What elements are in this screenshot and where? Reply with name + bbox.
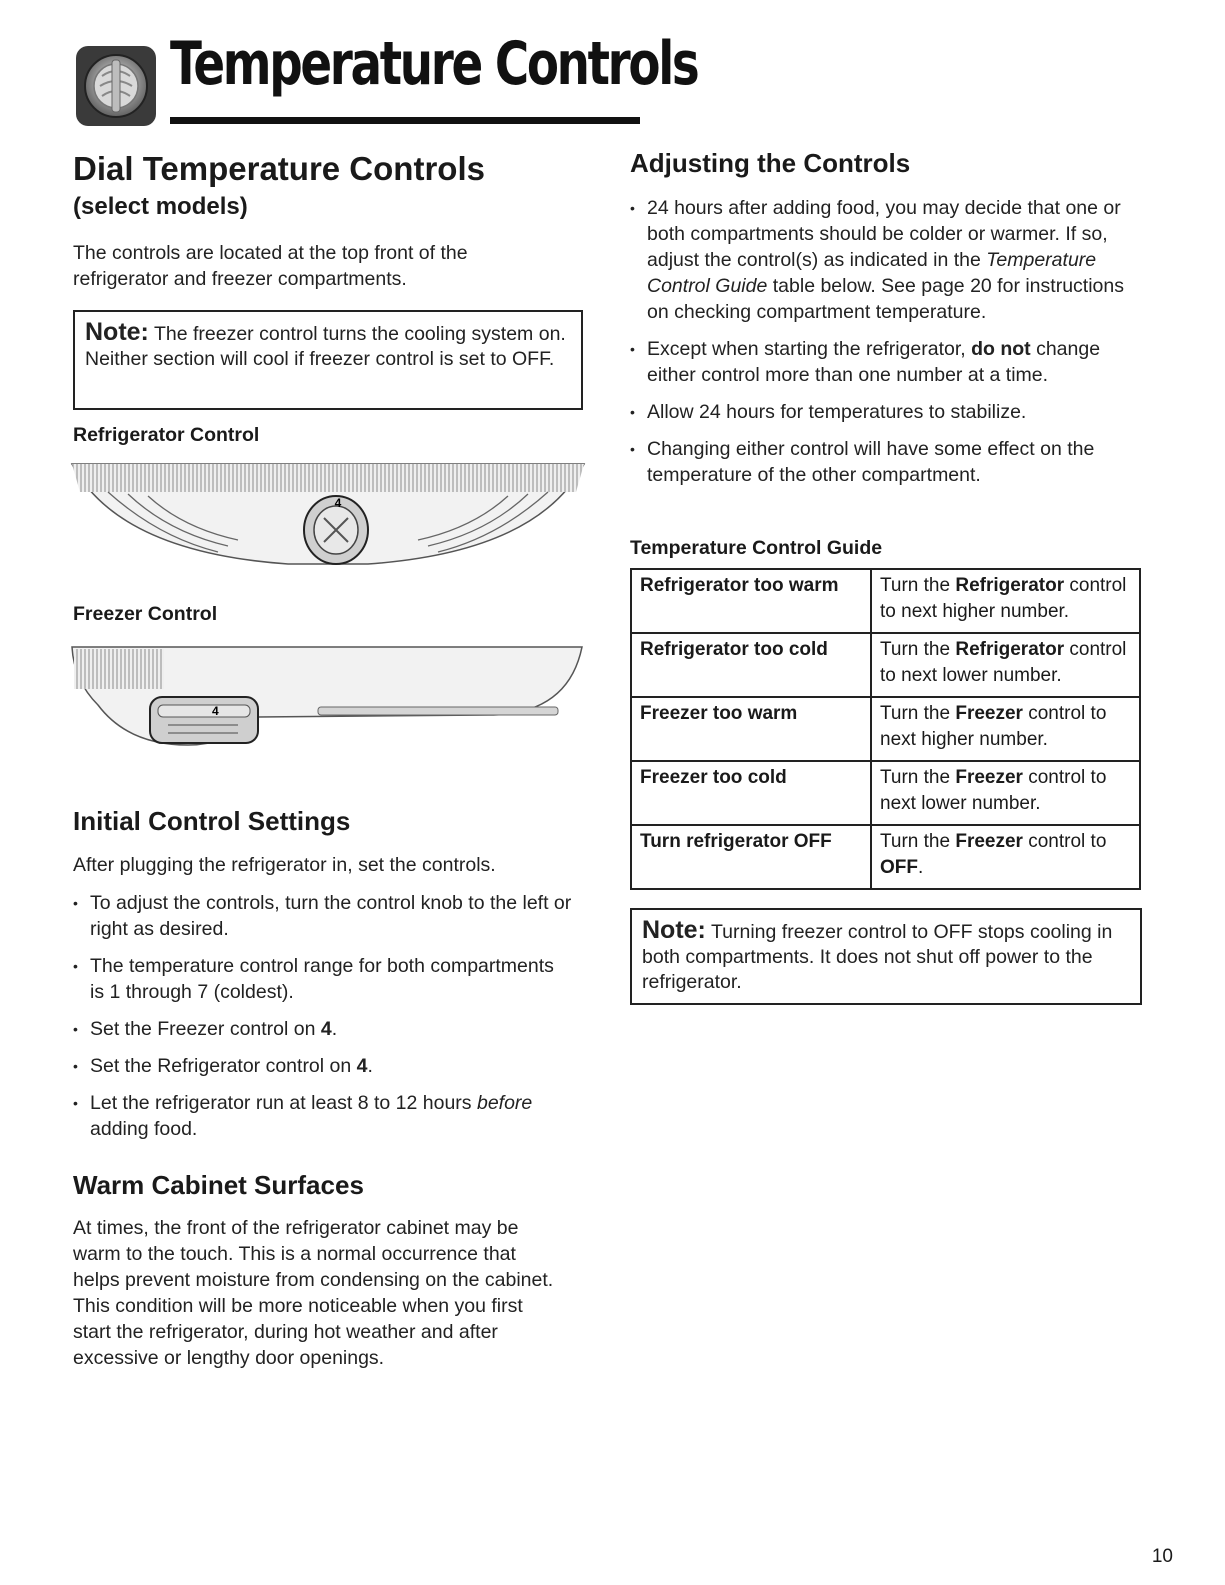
action-bold: OFF [880,857,918,878]
bullet-text: 24 hours after adding food, you may decide that one or both compartments should be colder or warmer. If so, adjust the control(s) as indicated in the [647,197,1121,271]
refrigerator-control-label: Refrigerator Control [73,424,260,446]
dial-controls-heading: Dial Temperature Controls [73,150,485,187]
action-cell [871,569,1140,633]
condition-cell: Refrigerator too warm [631,569,871,633]
warm-cabinet-text: At times, the front of the refrigerator cabinet may be warm to the touch. This is a normal occurrence that helps prevent moisture from condensing on the cabinet. This condition will be more noticeable when you first start the refrigerator, during hot weather and after excessive or lengthy door openings. [73,1217,554,1369]
action-cell [871,697,1140,761]
table-row [631,825,1140,889]
bullet-text: To adjust the controls, turn the control knob to the left or right as desired. [90,892,572,940]
list-item [630,195,1140,325]
action-bold: Refrigerator [955,575,1065,596]
condition-cell: Freezer too cold [631,761,871,825]
initial-bullets [73,890,573,1153]
table-row [631,633,1140,697]
action-text: Turn the [880,767,951,788]
bullet-text: table below. See page 20 for instructions on checking compartment temperature. [647,275,1124,323]
bullet-text: Set the Refrigerator control on [90,1055,352,1077]
action-cell [871,633,1140,697]
list-item: • Set the Refrigerator control on 4. [73,1053,573,1079]
bullet-text: Let the refrigerator run at least 8 to 12 hours [90,1092,472,1114]
guide-reference: Temperature Control Guide [647,249,1097,297]
initial-settings-heading: Initial Control Settings [73,806,351,836]
bullet-text: The temperature control range for both compartments is 1 through 7 (coldest). [90,955,554,1003]
list-item [73,953,573,1005]
refrigerator-control-illustration [68,462,588,572]
page-title: Temperature Controls [170,29,698,99]
action-cell [871,761,1140,825]
note-box-off [630,908,1142,1005]
refrigerator-setting-value: 4 [356,1055,368,1077]
condition-cell: Freezer too warm [631,697,871,761]
bullet-text: Except when starting the refrigerator, [647,338,966,360]
adjusting-heading: Adjusting the Controls [630,148,911,178]
list-item [630,436,1140,488]
freezer-control-label: Freezer Control [73,603,218,625]
bullet-tail: adding food. [90,1118,198,1140]
bullet-text: Set the Freezer control on [90,1018,316,1040]
action-bold: Freezer [955,767,1023,788]
freezer-control-illustration [68,645,588,750]
table-row [631,569,1140,633]
freezer-dial-number: 4 [212,704,219,718]
page-number: 10 [1151,1546,1173,1567]
select-models-subheading: (select models) [73,193,248,220]
note-text: Turning freezer control to OFF stops cooling in both compartments. It does not shut off power to the refrigerator. [642,921,1113,993]
action-cell [871,825,1140,889]
temperature-control-guide-table [630,568,1141,890]
temperature-dial-icon [76,46,156,126]
warm-cabinet-heading: Warm Cabinet Surfaces [73,1170,364,1200]
bullet-text: change either control more than one number at a time. [647,338,1101,386]
list-item: • Set the Freezer control on 4. [73,1016,573,1042]
guide-title: Temperature Control Guide [630,537,883,559]
action-text: Turn the [880,639,951,660]
action-bold: Freezer [955,831,1023,852]
condition-cell: Turn refrigerator OFF [631,825,871,889]
list-item [630,336,1140,388]
bullet-italic: before [476,1092,533,1114]
action-bold: Freezer [955,703,1023,724]
bullet-text: Changing either control will have some effect on the temperature of the other compartment. [647,438,1095,486]
list-item [630,399,1140,425]
note-box-freezer [73,310,583,410]
action-text: Turn the [880,703,951,724]
table-row [631,761,1140,825]
bullet-bold: do not [971,338,1031,360]
action-text: control to next higher number. [880,703,1107,750]
note-label: Note: [642,916,706,944]
note-text: The freezer control turns the cooling system on. Neither section will cool if freezer control is set to OFF. [85,323,566,370]
bullet-text: Allow 24 hours for temperatures to stabilize. [647,401,1027,423]
action-text: . [918,857,924,878]
action-text: control to [1028,831,1107,852]
adjust-bullets [630,195,1140,499]
action-bold: Refrigerator [955,639,1065,660]
condition-cell: Refrigerator too cold [631,633,871,697]
action-text: control to next higher number. [880,575,1127,622]
action-text: Turn the [880,831,951,852]
action-text: control to next lower number. [880,767,1107,814]
list-item [73,1090,573,1142]
action-text: control to next lower number. [880,639,1127,686]
action-text: Turn the [880,575,951,596]
title-rule [170,117,640,124]
note-label: Note: [85,318,149,346]
initial-intro: After plugging the refrigerator in, set the controls. [73,854,496,876]
intro-text: The controls are located at the top front of the refrigerator and freezer compartments. [73,242,468,290]
refrigerator-dial-number: 4 [334,496,342,510]
list-item [73,890,573,942]
table-row [631,697,1140,761]
freezer-setting-value: 4 [320,1018,332,1040]
